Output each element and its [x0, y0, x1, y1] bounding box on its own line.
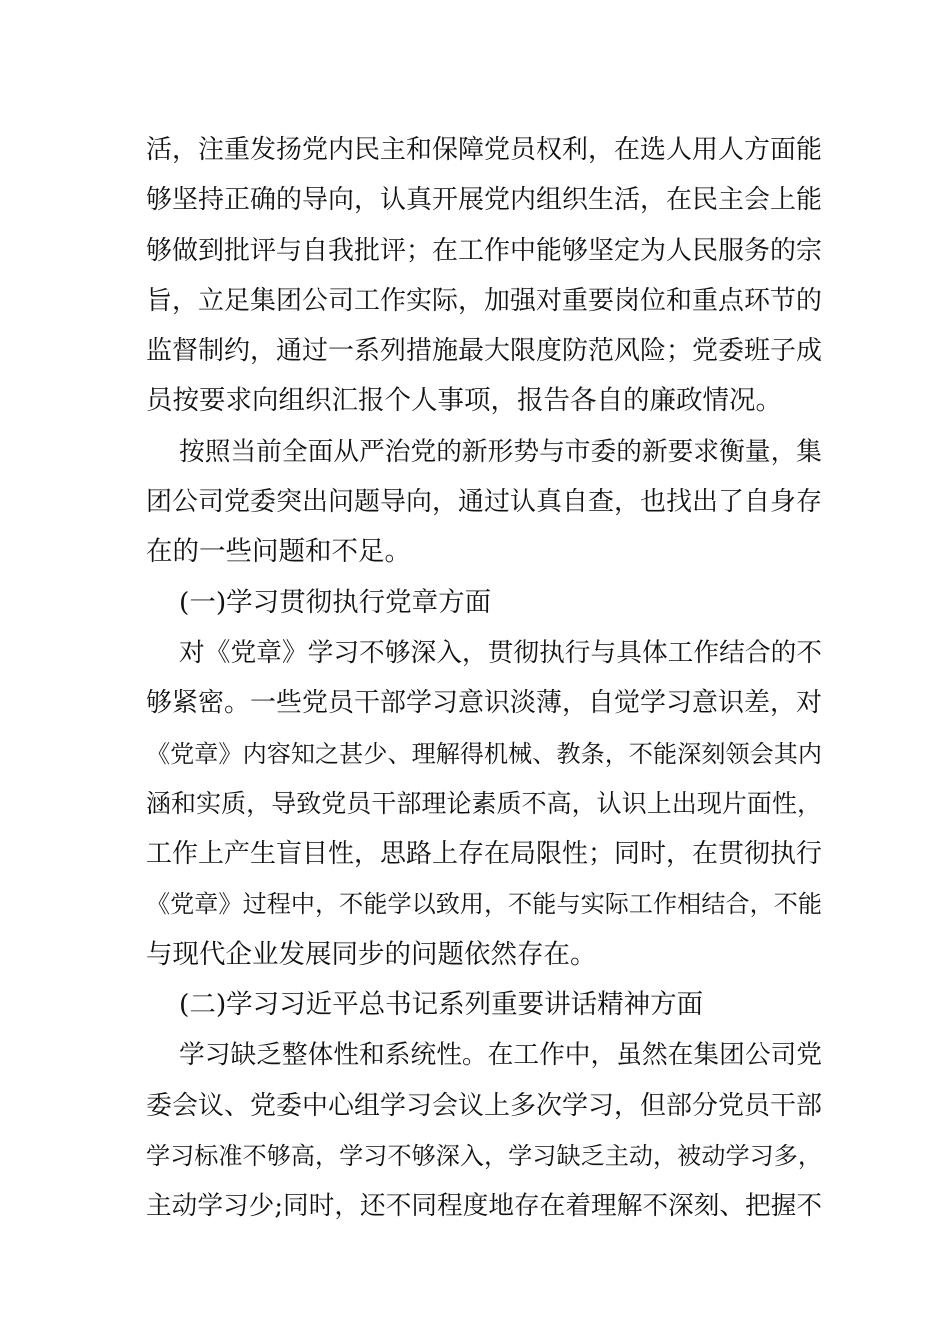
text-line: 员按要求向组织汇报个人事项，报告各自的廉政情况。	[146, 385, 782, 417]
text-line: 《党章》过程中，不能学以致用，不能与实际工作相结合，不能	[146, 890, 822, 919]
paragraph-first-line: 对《党章》学习不够深入，贯彻执行与具体工作结合的不	[179, 637, 822, 668]
text-line: 与现代企业发展同步的问题依然存在。	[146, 938, 597, 970]
paragraph-first-line: 按照当前全面从严治党的新形势与市委的新要求衡量，集	[179, 436, 822, 467]
text-line: 在的一些问题和不足。	[146, 536, 411, 568]
text-line: 够做到批评与自我批评；在工作中能够坚定为人民服务的宗	[146, 235, 822, 266]
text-line: 活，注重发扬党内民主和保障党员权利，在选人用人方面能	[146, 135, 822, 165]
text-line: 主动学习少;同时，还不同程度地存在着理解不深刻、把握不	[146, 1191, 822, 1222]
text-line: 涵和实质，导致党员干部理论素质不高，认识上出现片面性，	[146, 788, 822, 818]
text-line: 监督制约，通过一系列措施最大限度防范风险；党委班子成	[146, 336, 822, 367]
text-line: 学习标准不够高，学习不够深入，学习缺乏主动，被动学习多，	[146, 1141, 822, 1170]
text-line: 工作上产生盲目性，思路上存在局限性；同时，在贯彻执行	[146, 839, 822, 870]
text-line: 旨，立足集团公司工作实际，加强对重要岗位和重点环节的	[146, 285, 822, 316]
section-heading: (二)学习习近平总书记系列重要讲话精神方面	[179, 989, 704, 1021]
text-line: 委会议、党委中心组学习会议上多次学习，但部分党员干部	[146, 1090, 822, 1121]
text-line: 《党章》内容知之甚少、理解得机械、教条，不能深刻领会其内	[146, 739, 822, 768]
text-line: 够坚持正确的导向，认真开展党内组织生活，在民主会上能	[146, 185, 822, 216]
section-heading: (一)学习贯彻执行党章方面	[179, 586, 492, 618]
paragraph-first-line: 学习缺乏整体性和系统性。在工作中，虽然在集团公司党	[179, 1040, 822, 1071]
document-body	[146, 125, 822, 1232]
text-line: 够紧密。一些党员干部学习意识淡薄，自觉学习意识差，对	[146, 688, 822, 719]
text-line: 团公司党委突出问题导向，通过认真自查，也找出了自身存	[146, 487, 822, 518]
